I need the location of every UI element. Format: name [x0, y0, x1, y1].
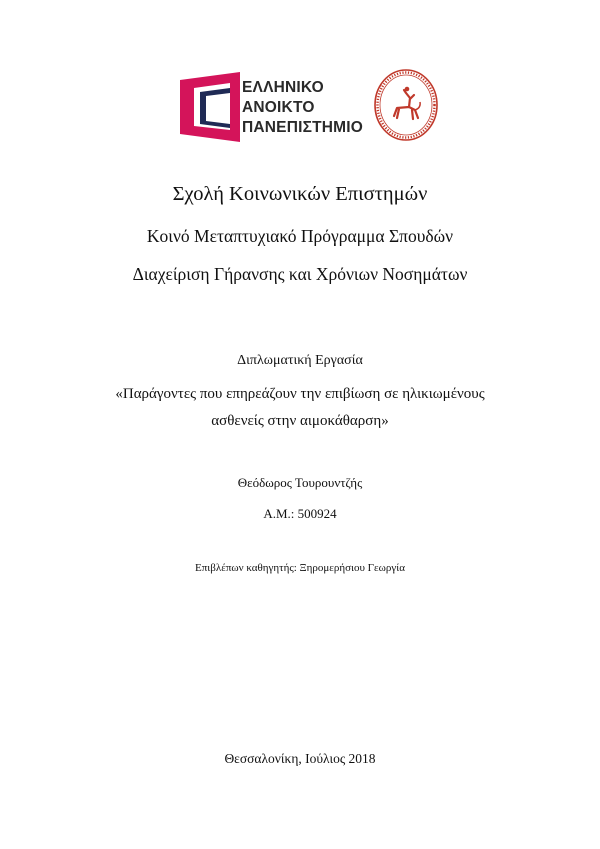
program-name: Κοινό Μεταπτυχιακό Πρόγραμμα Σπουδών	[146, 226, 454, 246]
student-id: Α.Μ.: 500924	[263, 506, 337, 521]
hou-logo-line-2: ΑΝΟΙΚΤΟ	[242, 99, 315, 116]
school-name: Σχολή Κοινωνικών Επιστημών	[172, 183, 428, 205]
thesis-title-line-1: «Παράγοντες που επηρεάζουν την επιβίωση σε ηλικιωμένους	[115, 386, 485, 402]
place-date: Θεσσαλονίκη, Ιούλιος 2018	[224, 751, 376, 766]
hou-logo-mark-icon	[180, 72, 240, 142]
specialization-name: Διαχείριση Γήρανσης και Χρόνιων Νοσημάτων	[132, 264, 468, 284]
thesis-type: Διπλωματική Εργασία	[237, 353, 363, 368]
centaur-seal-icon	[373, 68, 439, 142]
author-name: Θεόδωρος Τουρουντζής	[237, 475, 363, 490]
hou-logo	[180, 72, 366, 142]
hou-logo-line-1: ΕΛΛΗΝΙΚΟ	[242, 79, 324, 96]
hou-logo-line-3: ΠΑΝΕΠΙΣΤΗΜΙΟ	[242, 119, 364, 136]
hou-logo-text	[242, 78, 363, 138]
supervisor: Επιβλέπων καθηγητής: Ξηρομερήσιου Γεωργία	[195, 562, 405, 574]
thesis-title-line-2: ασθενείς στην αιμοκάθαρση»	[211, 413, 389, 429]
